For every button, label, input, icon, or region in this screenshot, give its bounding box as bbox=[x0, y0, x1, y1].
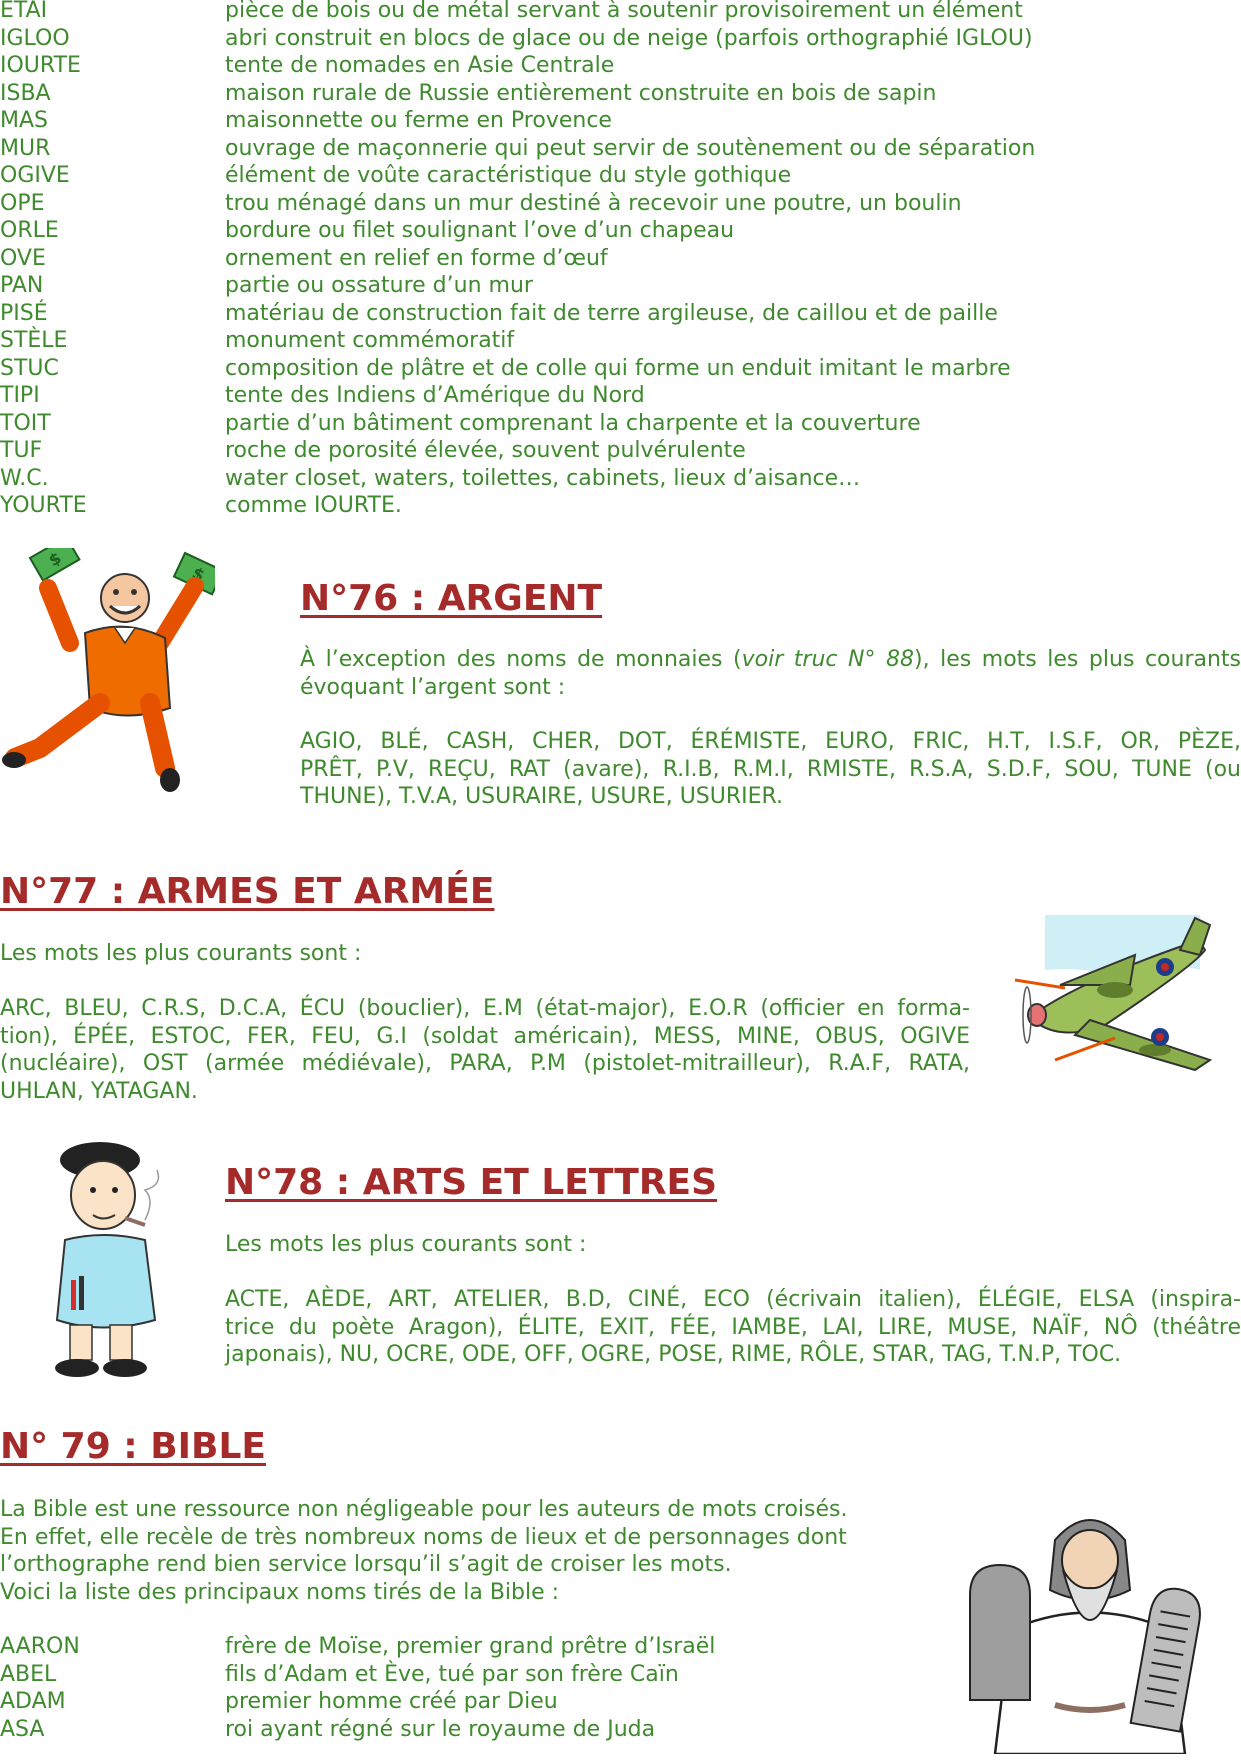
section-78-words-line: trice du poète Aragon), ÉLITE, EXIT, FÉE, IAMBE, LAI, LIRE, MUSE, NAÏF, NÔ (théâtre bbox=[225, 1314, 1241, 1340]
section-77-words-line: ARC, BLEU, C.R.S, D.C.A, ÉCU (bouclier), E.M (état-major), E.O.R (officier en forma- bbox=[0, 996, 970, 1021]
section-79-intro-line: l’orthographe rend bien service lorsqu’il s’agit de croiser les mots. bbox=[0, 1552, 732, 1577]
glossary-definition: roche de porosité élevée, souvent pulvérulente bbox=[225, 438, 746, 463]
glossary-definition: partie d’un bâtiment comprenant la charpente et la couverture bbox=[225, 410, 921, 436]
glossary-term: ISBA bbox=[0, 80, 51, 106]
glossary-term: STÈLE bbox=[0, 328, 68, 353]
section-76-intro-line-2: évoquant l’argent sont : bbox=[300, 674, 566, 700]
glossary-term: TOIT bbox=[0, 410, 51, 436]
glossary-term: YOURTE bbox=[0, 493, 87, 518]
glossary-term: PAN bbox=[0, 273, 44, 298]
bible-glossary-term: AARON bbox=[0, 1634, 80, 1659]
glossary-row bbox=[0, 52, 1241, 80]
glossary-definition: ornement en relief en forme d’œuf bbox=[225, 245, 608, 271]
glossary-definition: water closet, waters, toilettes, cabinets, lieux d’aisance… bbox=[225, 465, 861, 491]
glossary-top bbox=[0, 0, 1241, 520]
section-79-intro-line: En effet, elle recèle de très nombreux noms de lieux et de personnages dont bbox=[0, 1524, 847, 1550]
glossary-term: ETAI bbox=[0, 0, 48, 23]
svg-text:$: $ bbox=[45, 548, 65, 571]
glossary-definition: matériau de construction fait de terre argileuse, de caillou et de paille bbox=[225, 300, 998, 326]
section-76-words bbox=[300, 728, 1241, 811]
glossary-row bbox=[0, 135, 1241, 163]
bible-glossary-definition: premier homme créé par Dieu bbox=[225, 1689, 558, 1714]
section-79-intro-line: La Bible est une ressource non négligeable pour les auteurs de mots croisés. bbox=[0, 1497, 848, 1522]
section-78-intro bbox=[225, 1231, 1241, 1259]
glossary-row bbox=[0, 190, 1241, 218]
glossary-row bbox=[0, 217, 1241, 245]
glossary-definition: tente des Indiens d’Amérique du Nord bbox=[225, 383, 645, 408]
glossary-term: MAS bbox=[0, 108, 48, 133]
bible-glossary-definition: frère de Moïse, premier grand prêtre d’Israël bbox=[225, 1634, 716, 1659]
glossary-term: OGIVE bbox=[0, 163, 70, 188]
section-77-title: N°77 : ARMES ET ARMÉE bbox=[0, 871, 495, 912]
section-79-title: N° 79 : BIBLE bbox=[0, 1426, 267, 1467]
section-77-words-line: tion), ÉPÉE, ESTOC, FER, FEU, G.I (soldat américain), MESS, MINE, OBUS, OGIVE bbox=[0, 1023, 970, 1049]
glossary-definition: ouvrage de maçonnerie qui peut servir de soutènement ou de séparation bbox=[225, 135, 1036, 161]
section-77-words-line: (nucléaire), OST (armée médiévale), PARA, P.M (pistolet-mitrailleur), R.A.F, RATA, bbox=[0, 1051, 970, 1076]
glossary-definition: tente de nomades en Asie Centrale bbox=[225, 53, 615, 78]
glossary-term: PISÉ bbox=[0, 300, 48, 326]
painter-illustration bbox=[45, 1130, 180, 1385]
glossary-definition: comme IOURTE. bbox=[225, 493, 402, 518]
section-79-intro-line: Voici la liste des principaux noms tirés de la Bible : bbox=[0, 1579, 560, 1605]
bible-glossary-term: ADAM bbox=[0, 1689, 66, 1714]
section-79-intro bbox=[0, 1496, 920, 1606]
glossary-definition: trou ménagé dans un mur destiné à recevoir une poutre, un boulin bbox=[225, 190, 962, 216]
section-76-intro-line-1: À l’exception des noms de monnaies (voir truc N° 88), les mots les plus courants bbox=[300, 647, 1241, 672]
bible-glossary-definition: roi ayant régné sur le royaume de Juda bbox=[225, 1716, 656, 1742]
glossary-row bbox=[0, 327, 1241, 355]
glossary-definition: maison rurale de Russie entièrement construite en bois de sapin bbox=[225, 80, 937, 106]
glossary-row bbox=[0, 0, 1241, 25]
glossary-row bbox=[0, 355, 1241, 383]
glossary-definition: partie ou ossature d’un mur bbox=[225, 273, 533, 298]
glossary-term: IOURTE bbox=[0, 53, 81, 78]
glossary-definition: maisonnette ou ferme en Provence bbox=[225, 108, 612, 133]
bible-glossary-term: ABEL bbox=[0, 1661, 57, 1687]
glossary-term: MUR bbox=[0, 135, 51, 161]
glossary-row bbox=[0, 107, 1241, 135]
glossary-term: IGLOO bbox=[0, 25, 70, 51]
glossary-definition: élément de voûte caractéristique du style gothique bbox=[225, 163, 792, 188]
fighter-plane-illustration bbox=[995, 910, 1230, 1085]
glossary-term: STUC bbox=[0, 355, 59, 381]
glossary-term: OVE bbox=[0, 245, 46, 271]
glossary-definition: bordure ou filet soulignant l’ove d’un chapeau bbox=[225, 218, 735, 243]
glossary-row bbox=[0, 245, 1241, 273]
glossary-definition: abri construit en blocs de glace ou de neige (parfois orthographié IGLOU) bbox=[225, 25, 1033, 51]
glossary-term: OPE bbox=[0, 190, 45, 216]
section-76-words-line: AGIO, BLÉ, CASH, CHER, DOT, ÉRÉMISTE, EURO, FRIC, H.T, I.S.F, OR, PÈZE, bbox=[300, 729, 1241, 754]
glossary-term: W.C. bbox=[0, 465, 49, 491]
glossary-definition: composition de plâtre et de colle qui forme un enduit imitant le marbre bbox=[225, 355, 1011, 381]
bible-glossary-definition: fils d’Adam et Ève, tué par son frère Caïn bbox=[225, 1661, 679, 1687]
section-78-words-line: ACTE, AÈDE, ART, ATELIER, B.D, CINÉ, ECO (écrivain italien), ÉLÉGIE, ELSA (inspira- bbox=[225, 1287, 1241, 1312]
section-78-words-line: japonais), NU, OCRE, ODE, OFF, OGRE, POSE, RIME, RÔLE, STAR, TAG, T.N.P, TOC. bbox=[225, 1342, 1122, 1367]
section-77-intro bbox=[0, 940, 970, 968]
glossary-term: TIPI bbox=[0, 383, 40, 408]
section-78-words bbox=[225, 1286, 1241, 1369]
glossary-row bbox=[0, 300, 1241, 328]
glossary-row bbox=[0, 80, 1241, 108]
section-76-title: N°76 : ARGENT bbox=[300, 578, 603, 619]
bible-glossary-term: ASA bbox=[0, 1716, 45, 1742]
glossary-row bbox=[0, 382, 1241, 410]
money-man-illustration bbox=[0, 548, 215, 798]
section-76-words-line: PRÊT, P.V, REÇU, RAT (avare), R.I.B, R.M.I, RMISTE, R.S.A, S.D.F, SOU, TUNE (ou bbox=[300, 756, 1241, 782]
glossary-row bbox=[0, 465, 1241, 493]
glossary-definition: monument commémoratif bbox=[225, 328, 515, 353]
glossary-row bbox=[0, 410, 1241, 438]
glossary-row bbox=[0, 25, 1241, 53]
section-78-title: N°78 : ARTS ET LETTRES bbox=[225, 1162, 718, 1203]
section-77-words bbox=[0, 995, 970, 1105]
glossary-row bbox=[0, 437, 1241, 465]
glossary-term: ORLE bbox=[0, 218, 59, 243]
section-78-intro-line: Les mots les plus courants sont : bbox=[225, 1232, 587, 1257]
section-76-words-line: THUNE), T.V.A, USURAIRE, USURE, USURIER. bbox=[300, 784, 784, 809]
glossary-row bbox=[0, 272, 1241, 300]
glossary-term: TUF bbox=[0, 438, 43, 463]
glossary-row bbox=[0, 162, 1241, 190]
svg-text:$: $ bbox=[189, 563, 208, 586]
section-76-intro bbox=[300, 646, 1241, 701]
section-77-words-line: UHLAN, YATAGAN. bbox=[0, 1078, 198, 1104]
glossary-definition: pièce de bois ou de métal servant à soutenir provisoirement un élément bbox=[225, 0, 1023, 23]
glossary-row bbox=[0, 492, 1241, 520]
moses-tablets-illustration bbox=[965, 1500, 1215, 1754]
section-77-intro-line: Les mots les plus courants sont : bbox=[0, 941, 362, 966]
